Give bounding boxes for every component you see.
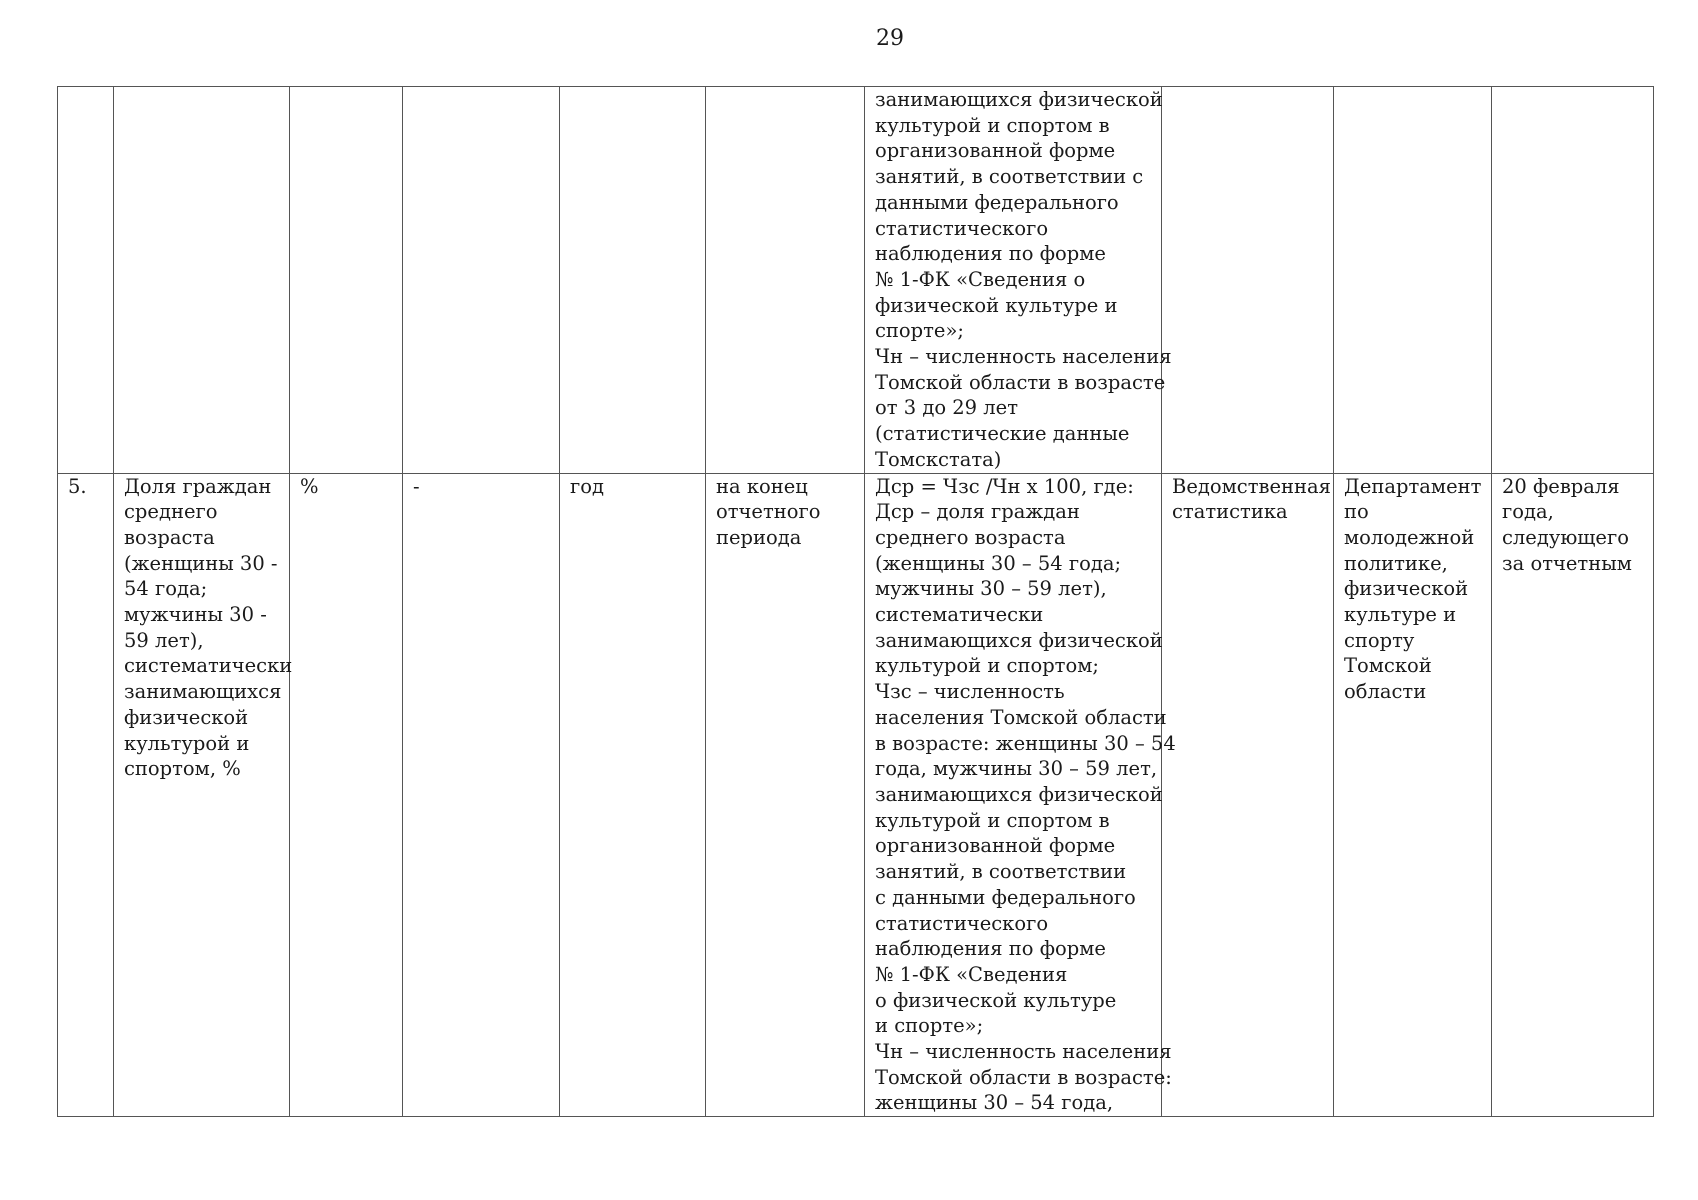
method-line: № 1-ФК «Сведения о — [875, 267, 1086, 291]
cell-deadline: 20 февраля года, следующего за отчетным — [1492, 473, 1654, 1117]
method-line: наблюдения по форме — [875, 242, 1106, 266]
method-line: данными федерального — [875, 190, 1119, 214]
cell-calculation-method — [865, 473, 1176, 1117]
method-line: занимающихся физической — [875, 782, 1163, 806]
method-line: среднего возраста — [875, 525, 1066, 549]
cell-time-point: на конец отчетного периода — [706, 473, 865, 1117]
method-line: с данными федерального — [875, 885, 1136, 909]
method-line: занятий, в соответствии — [875, 860, 1127, 884]
page-number: 29 — [876, 26, 904, 51]
cell-time-point — [706, 87, 865, 474]
cell-indicator: Доля граждан среднего возраста (женщины 30 - 54 года; мужчины 30 - 59 лет), систематически занимающихся физической культурой и спортом, % — [114, 473, 290, 1117]
method-line: о физической культуре — [875, 988, 1117, 1012]
method-line: № 1-ФК «Сведения — [875, 962, 1068, 986]
method-line: систематически — [875, 603, 1044, 627]
method-line: культурой и спортом в — [875, 113, 1110, 137]
method-line: женщины 30 – 54 года, — [875, 1091, 1114, 1115]
method-line: Томскстата) — [875, 447, 1002, 471]
method-line: культурой и спортом; — [875, 654, 1099, 678]
cell-responsible: Департамент по молодежной политике, физической культуре и спорту Томской области — [1334, 473, 1492, 1117]
method-line: Чн – численность населения — [875, 1040, 1172, 1064]
method-line: в возрасте: женщины 30 – 54 — [875, 731, 1176, 755]
method-line: от 3 до 29 лет — [875, 396, 1019, 420]
method-line: Дср – доля граждан — [875, 500, 1080, 524]
method-line: занимающихся физической — [875, 88, 1163, 111]
method-line: (статистические данные — [875, 422, 1130, 446]
cell-source — [1162, 87, 1334, 474]
method-line: Томской области в возрасте: — [875, 1065, 1172, 1089]
cell-unit: % — [290, 473, 403, 1117]
method-line: физической культуре и — [875, 293, 1118, 317]
method-line: наблюдения по форме — [875, 937, 1106, 961]
cell-type: - — [403, 473, 560, 1117]
cell-number — [58, 87, 114, 474]
method-line: занятий, в соответствии с — [875, 165, 1144, 189]
method-line: организованной форме — [875, 834, 1116, 858]
method-line: Чн – численность населения — [875, 345, 1172, 369]
method-line: Томской области в возрасте — [875, 370, 1166, 394]
method-line: культурой и спортом в — [875, 808, 1110, 832]
cell-number: 5. — [58, 473, 114, 1117]
method-line: занимающихся физической — [875, 628, 1163, 652]
method-line: населения Томской области — [875, 705, 1167, 729]
method-line: года, мужчины 30 – 59 лет, — [875, 757, 1158, 781]
cell-type — [403, 87, 560, 474]
method-line: организованной форме — [875, 139, 1116, 163]
method-line: спорте»; — [875, 319, 964, 343]
cell-unit — [290, 87, 403, 474]
table-row-5 — [58, 473, 1654, 1117]
method-line: Дср = Чзс /Чн х 100, где: — [875, 474, 1134, 498]
method-line: мужчины 30 – 59 лет), — [875, 577, 1107, 601]
cell-source: Ведомственная статистика — [1162, 473, 1334, 1117]
cell-periodicity: год — [560, 473, 706, 1117]
method-line: (женщины 30 – 54 года; — [875, 551, 1122, 575]
table-row-4-continued — [58, 87, 1654, 474]
cell-calculation-method — [865, 87, 1172, 474]
cell-responsible — [1334, 87, 1492, 474]
cell-indicator — [114, 87, 290, 474]
cell-periodicity — [560, 87, 706, 474]
method-line: статистического — [875, 216, 1049, 240]
method-line: и спорте»; — [875, 1014, 984, 1038]
method-line: Чзс – численность — [875, 680, 1065, 704]
cell-deadline — [1492, 87, 1654, 474]
indicators-table — [57, 86, 1654, 1117]
method-line: статистического — [875, 911, 1049, 935]
